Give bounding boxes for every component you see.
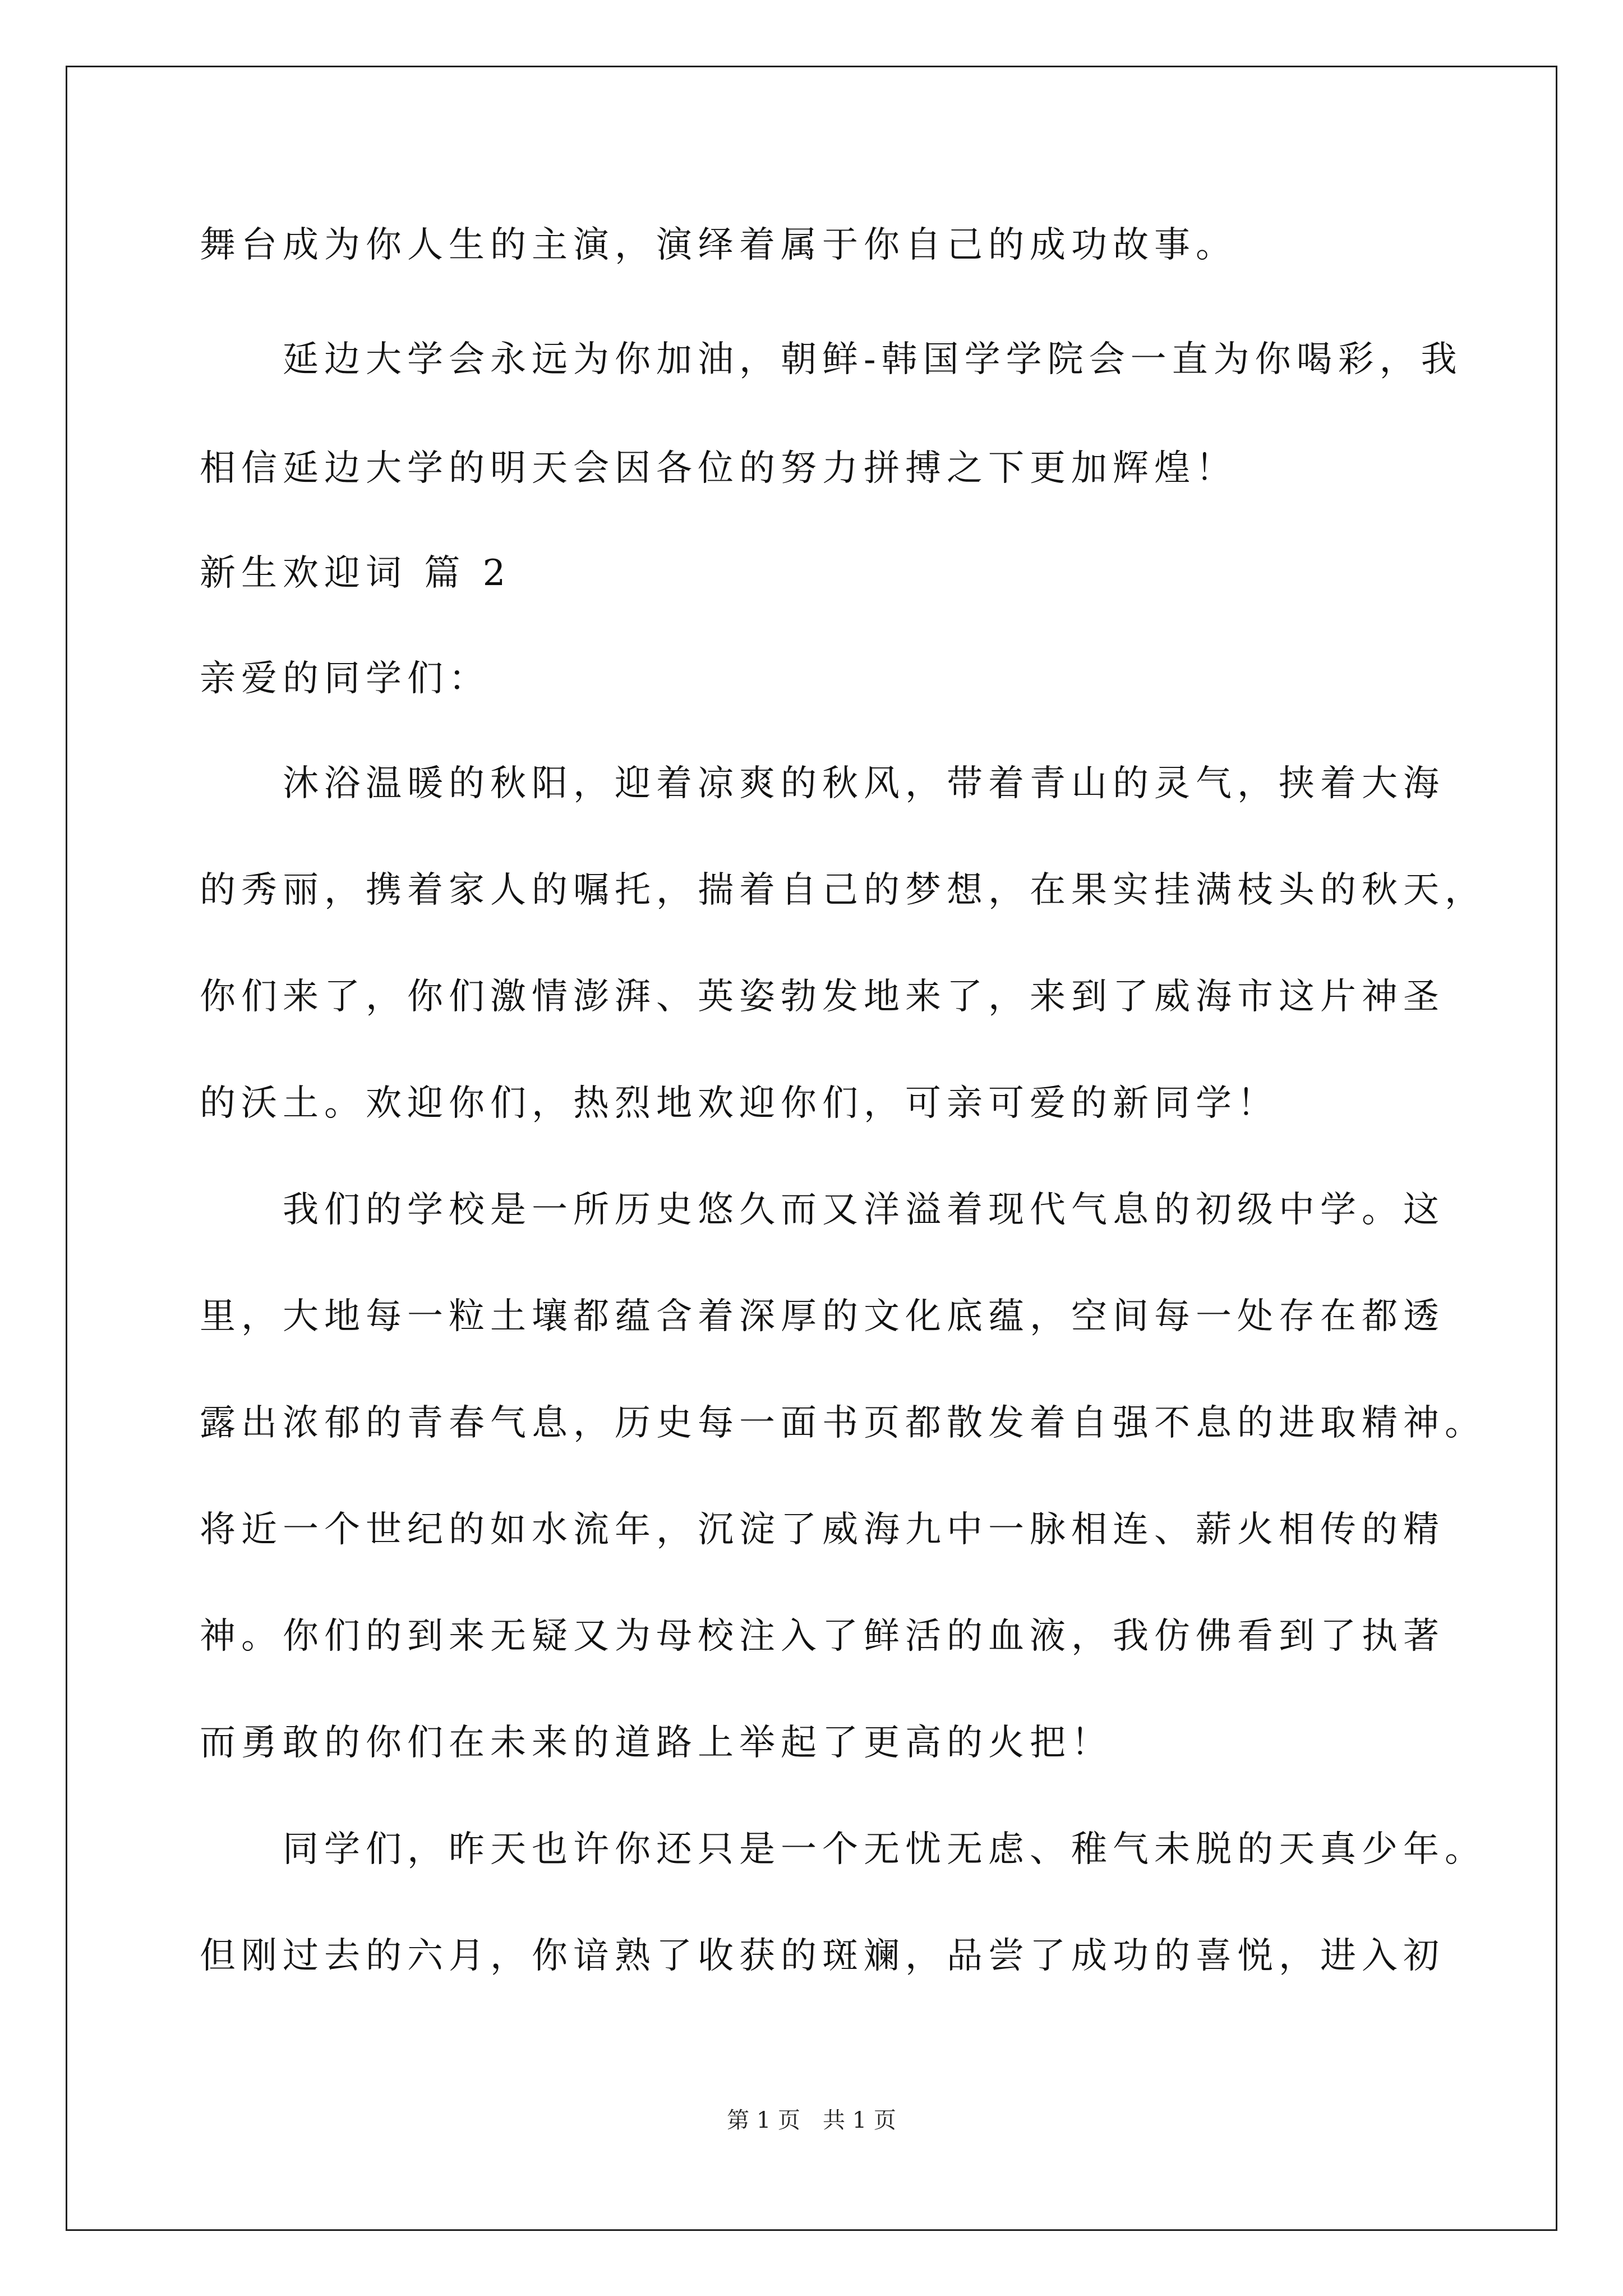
page-border	[66, 66, 1557, 2231]
text-line: 我们的学校是一所历史悠久而又洋溢着现代气息的初级中学。这	[283, 1189, 1445, 1231]
text-line: 的沃土。欢迎你们，热烈地欢迎你们，可亲可爱的新同学！	[200, 1083, 1279, 1124]
text-line: 神。你们的到来无疑又为母校注入了鲜活的血液，我仿佛看到了执著	[200, 1616, 1445, 1657]
text-line: 里，大地每一粒土壤都蕴含着深厚的文化底蕴，空间每一处存在都透	[200, 1296, 1445, 1337]
salutation: 亲爱的同学们：	[200, 658, 490, 700]
text-line: 延边大学会永远为你加油，朝鲜-韩国学学院会一直为你喝彩，我	[283, 339, 1463, 380]
text-line: 露出浓郁的青春气息，历史每一面书页都散发着自强不息的进取精神。	[200, 1402, 1486, 1444]
text-line: 舞台成为你人生的主演，演绎着属于你自己的成功故事。	[200, 224, 1237, 266]
section-heading: 新生欢迎词 篇 2	[200, 553, 511, 594]
text-line: 将近一个世纪的如水流年，沉淀了威海九中一脉相连、薪火相传的精	[200, 1509, 1445, 1550]
text-line: 同学们，昨天也许你还只是一个无忧无虑、稚气未脱的天真少年。	[283, 1829, 1486, 1870]
text-line: 但刚过去的六月，你谙熟了收获的斑斓，品尝了成功的喜悦，进入初	[200, 1935, 1445, 1977]
text-line: 而勇敢的你们在未来的道路上举起了更高的火把！	[200, 1722, 1113, 1764]
text-line: 你们来了，你们激情澎湃、英姿勃发地来了，来到了威海市这片神圣	[200, 976, 1445, 1018]
text-line: 相信延边大学的明天会因各位的努力拼搏之下更加辉煌！	[200, 448, 1237, 489]
page-footer: 第 1 页 共 1 页	[727, 2108, 896, 2133]
text-line: 的秀丽，携着家人的嘱托，揣着自己的梦想，在果实挂满枝头的秋天，	[200, 869, 1486, 911]
text-line: 沐浴温暖的秋阳，迎着凉爽的秋风，带着青山的灵气，挟着大海	[283, 763, 1445, 804]
